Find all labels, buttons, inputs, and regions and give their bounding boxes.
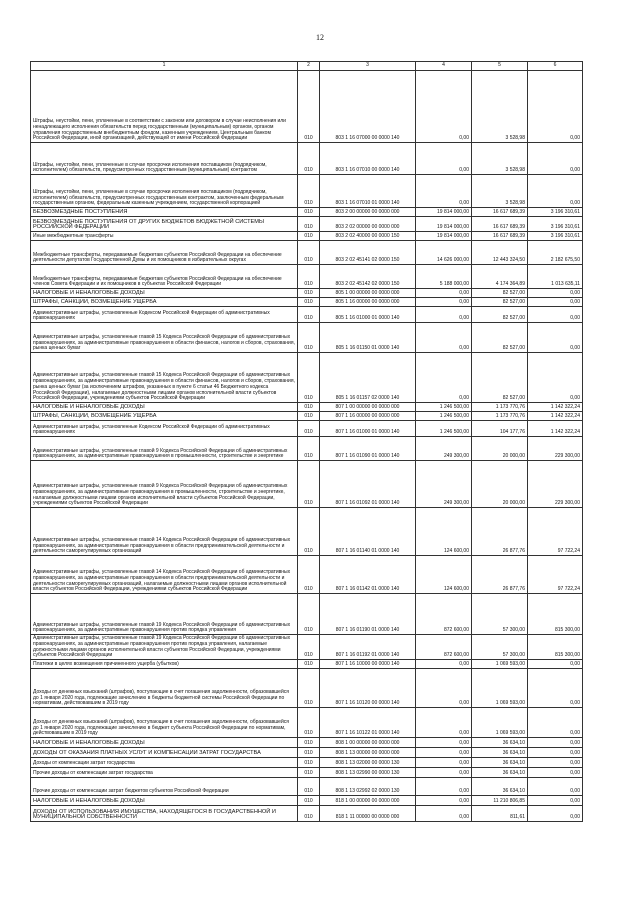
row-unexecuted-amount: 1 013 635,11	[528, 265, 583, 289]
row-line-code: 010	[298, 265, 320, 289]
row-description: БЕЗВОЗМЕЗДНЫЕ ПОСТУПЛЕНИЯ	[31, 208, 298, 217]
row-unexecuted-amount: 3 196 310,61	[528, 208, 583, 217]
row-description: НАЛОГОВЫЕ И НЕНАЛОГОВЫЕ ДОХОДЫ	[31, 403, 298, 412]
row-executed-amount: 36 634,10	[472, 748, 528, 758]
table-row	[31, 289, 583, 298]
row-unexecuted-amount: 0,00	[528, 307, 583, 323]
row-unexecuted-amount: 1 142 322,24	[528, 421, 583, 437]
table-row	[31, 778, 583, 796]
row-approved-amount: 0,00	[416, 806, 472, 822]
row-executed-amount: 16 617 689,39	[472, 232, 528, 241]
row-executed-amount: 12 443 324,50	[472, 241, 528, 265]
row-description: Межбюджетные трансферты, передаваемые бюджетам субъектов Российской Федерации на обеспечение деятельности депутатов Государственной Думы и их помощников в избирательных округах	[31, 241, 298, 265]
row-approved-amount: 0,00	[416, 298, 472, 307]
row-budget-code: 803 2 02 40000 00 0000 150	[320, 232, 416, 241]
row-budget-code: 808 1 00 00000 00 0000 000	[320, 738, 416, 748]
table-row	[31, 708, 583, 738]
row-line-code: 010	[298, 232, 320, 241]
header-cell: 1	[31, 62, 298, 71]
row-executed-amount: 4 174 364,89	[472, 265, 528, 289]
row-approved-amount: 249 300,00	[416, 461, 472, 508]
row-approved-amount: 1 246 500,00	[416, 412, 472, 421]
row-budget-code: 808 1 13 02990 00 0000 130	[320, 768, 416, 778]
row-line-code: 010	[298, 660, 320, 669]
row-description: Доходы от денежных взысканий (штрафов), поступающие в счет погашения задолженности, образовавшейся до 1 января 2020 года, подлежащие зачислению в бюджет субъекта Российской Федерации по нормативам, действовавшим в 2019 году	[31, 708, 298, 738]
row-line-code: 010	[298, 806, 320, 822]
row-line-code: 010	[298, 143, 320, 175]
row-description: Штрафы, неустойки, пени, уплаченные в случае просрочки исполнения поставщиком (подрядчиком, исполнителем) обязательств, предусмотренных государственным контрактом, заключенным федеральным государственным органом, федеральным казенным учреждением, государственной корпорацией	[31, 175, 298, 208]
row-line-code: 010	[298, 241, 320, 265]
row-budget-code: 805 1 16 01000 01 0000 140	[320, 307, 416, 323]
row-line-code: 010	[298, 403, 320, 412]
table-row	[31, 323, 583, 353]
row-description: Административные штрафы, установленные главой 9 Кодекса Российской Федерации об административных правонарушениях, за административные правонарушения в промышленности, строительстве и энергетике, налагаемые должностными лицами органов исполнительной власти субъектов Российской Федерации, учреждениями субъектов Российской Федерации	[31, 461, 298, 508]
row-approved-amount: 249 300,00	[416, 437, 472, 461]
row-line-code: 010	[298, 421, 320, 437]
page-number: 12	[316, 33, 324, 42]
row-approved-amount: 0,00	[416, 175, 472, 208]
row-description: Административные штрафы, установленные Кодексом Российской Федерации об административных правонарушениях	[31, 307, 298, 323]
row-executed-amount: 1 069 593,00	[472, 708, 528, 738]
row-executed-amount: 16 617 689,39	[472, 208, 528, 217]
row-unexecuted-amount: 0,00	[528, 323, 583, 353]
row-budget-code: 808 1 13 00000 00 0000 000	[320, 748, 416, 758]
table-row	[31, 412, 583, 421]
row-approved-amount: 0,00	[416, 669, 472, 708]
row-executed-amount: 11 210 806,85	[472, 796, 528, 806]
row-approved-amount: 124 600,00	[416, 508, 472, 556]
row-unexecuted-amount: 0,00	[528, 669, 583, 708]
row-description: ДОХОДЫ ОТ ОКАЗАНИЯ ПЛАТНЫХ УСЛУГ И КОМПЕНСАЦИИ ЗАТРАТ ГОСУДАРСТВА	[31, 748, 298, 758]
row-line-code: 010	[298, 669, 320, 708]
row-budget-code: 805 1 00 00000 00 0000 000	[320, 289, 416, 298]
row-budget-code: 807 1 16 01142 01 0000 140	[320, 556, 416, 594]
row-unexecuted-amount: 97 722,24	[528, 508, 583, 556]
row-line-code: 010	[298, 594, 320, 635]
row-description: Административные штрафы, установленные главой 19 Кодекса Российской Федерации об административных правонарушениях, за административные правонарушения против порядка управления	[31, 594, 298, 635]
table-row	[31, 265, 583, 289]
row-approved-amount: 0,00	[416, 796, 472, 806]
row-unexecuted-amount: 0,00	[528, 768, 583, 778]
row-approved-amount: 0,00	[416, 738, 472, 748]
row-approved-amount: 0,00	[416, 323, 472, 353]
row-executed-amount: 3 528,98	[472, 143, 528, 175]
revenue-table	[30, 61, 583, 822]
header-cell: 6	[528, 62, 583, 71]
header-cell: 5	[472, 62, 528, 71]
row-executed-amount: 36 634,10	[472, 768, 528, 778]
row-executed-amount: 3 528,98	[472, 175, 528, 208]
row-description: Иные межбюджетные трансферты	[31, 232, 298, 241]
table-row	[31, 748, 583, 758]
row-approved-amount: 0,00	[416, 708, 472, 738]
row-executed-amount: 1 173 770,76	[472, 403, 528, 412]
row-budget-code: 808 1 13 02992 02 0000 130	[320, 778, 416, 796]
row-description: Административные штрафы, установленные главой 9 Кодекса Российской Федерации об административных правонарушениях, за административные правонарушения в промышленности, строительстве и энергетике	[31, 437, 298, 461]
row-budget-code: 807 1 16 01000 01 0000 140	[320, 421, 416, 437]
row-executed-amount: 3 528,98	[472, 71, 528, 143]
table-row	[31, 143, 583, 175]
header-cell: 2	[298, 62, 320, 71]
table-row	[31, 556, 583, 594]
row-unexecuted-amount: 0,00	[528, 289, 583, 298]
row-line-code: 010	[298, 298, 320, 307]
row-line-code: 010	[298, 217, 320, 232]
row-line-code: 010	[298, 758, 320, 768]
row-approved-amount: 1 246 500,00	[416, 403, 472, 412]
row-unexecuted-amount: 0,00	[528, 748, 583, 758]
row-description: Административные штрафы, установленные главой 14 Кодекса Российской Федерации об административных правонарушениях, за административные правонарушения в области предпринимательской деятельности и деятельности саморегулируемых организаций, налагаемые должностными лицами органов исполнительной власти субъектов Российской Федерации, учреждениями субъектов Российской Федерации	[31, 556, 298, 594]
row-approved-amount: 0,00	[416, 660, 472, 669]
row-budget-code: 807 1 16 00000 00 0000 000	[320, 412, 416, 421]
row-executed-amount: 20 000,00	[472, 461, 528, 508]
row-approved-amount: 0,00	[416, 778, 472, 796]
row-executed-amount: 36 634,10	[472, 738, 528, 748]
row-line-code: 010	[298, 208, 320, 217]
table-row	[31, 208, 583, 217]
row-approved-amount: 0,00	[416, 768, 472, 778]
row-line-code: 010	[298, 323, 320, 353]
row-unexecuted-amount: 0,00	[528, 758, 583, 768]
row-budget-code: 807 1 16 01190 01 0000 140	[320, 594, 416, 635]
row-executed-amount: 104 177,76	[472, 421, 528, 437]
row-description: Штрафы, неустойки, пени, уплаченные в соответствии с законом или договором в случае неисполнения или ненадлежащего исполнения обязательств перед государственным (муниципальным) органом, органом управления государственным внебюджетным фондом, казенным учреждением, Центральным банком Российской Федерации, иной организацией, действующей от имени Российской Федерации	[31, 71, 298, 143]
row-unexecuted-amount: 815 300,00	[528, 594, 583, 635]
table-row	[31, 353, 583, 403]
row-budget-code: 807 1 16 10122 01 0000 140	[320, 708, 416, 738]
row-unexecuted-amount: 0,00	[528, 738, 583, 748]
row-line-code: 010	[298, 71, 320, 143]
row-budget-code: 803 2 02 45142 02 0000 150	[320, 265, 416, 289]
row-description: БЕЗВОЗМЕЗДНЫЕ ПОСТУПЛЕНИЯ ОТ ДРУГИХ БЮДЖЕТОВ БЮДЖЕТНОЙ СИСТЕМЫ РОССИЙСКОЙ ФЕДЕРАЦИИ	[31, 217, 298, 232]
table-row	[31, 307, 583, 323]
row-budget-code: 807 1 16 10120 00 0000 140	[320, 669, 416, 708]
row-description: ШТРАФЫ, САНКЦИИ, ВОЗМЕЩЕНИЕ УЩЕРБА	[31, 298, 298, 307]
row-line-code: 010	[298, 307, 320, 323]
row-description: Административные штрафы, установленные главой 15 Кодекса Российской Федерации об административных правонарушениях, за административные правонарушения в области финансов, налогов и сборов, страхования, рынка ценных бумаг	[31, 323, 298, 353]
row-approved-amount: 0,00	[416, 353, 472, 403]
table-row	[31, 796, 583, 806]
row-line-code: 010	[298, 556, 320, 594]
table-row	[31, 421, 583, 437]
row-budget-code: 803 2 02 00000 00 0000 000	[320, 217, 416, 232]
row-approved-amount: 872 600,00	[416, 594, 472, 635]
row-unexecuted-amount: 0,00	[528, 298, 583, 307]
table-header-row	[31, 62, 583, 71]
row-executed-amount: 1 069 593,00	[472, 660, 528, 669]
table-row	[31, 461, 583, 508]
row-description: Административные штрафы, установленные главой 15 Кодекса Российской Федерации об административных правонарушениях, за административные правонарушения в области финансов, налогов и сборов, страхования, рынка ценных бумаг (за исключением штрафов, указанных в пункте 6 статьи 46 Бюджетного кодекса Российской Федерации), налагаемые должностными лицами органов исполнительной власти субъектов Российской Федерации, учреждениями субъектов Российской Федерации	[31, 353, 298, 403]
row-budget-code: 803 2 02 45141 02 0000 150	[320, 241, 416, 265]
row-executed-amount: 16 617 689,39	[472, 217, 528, 232]
table-row	[31, 738, 583, 748]
header-cell: 3	[320, 62, 416, 71]
row-unexecuted-amount: 815 300,00	[528, 635, 583, 660]
row-unexecuted-amount: 229 300,00	[528, 461, 583, 508]
row-executed-amount: 36 634,10	[472, 758, 528, 768]
table-row	[31, 806, 583, 822]
row-unexecuted-amount: 0,00	[528, 778, 583, 796]
table-row	[31, 298, 583, 307]
row-line-code: 010	[298, 437, 320, 461]
row-budget-code: 807 1 16 10000 00 0000 140	[320, 660, 416, 669]
row-line-code: 010	[298, 708, 320, 738]
table-row	[31, 768, 583, 778]
row-description: Межбюджетные трансферты, передаваемые бюджетам субъектов Российской Федерации на обеспечение членов Совета Федерации и их помощников в субъектах Российской Федерации	[31, 265, 298, 289]
row-budget-code: 807 1 16 01192 01 0000 140	[320, 635, 416, 660]
row-budget-code: 807 1 16 01090 01 0000 140	[320, 437, 416, 461]
row-unexecuted-amount: 3 196 310,61	[528, 217, 583, 232]
row-line-code: 010	[298, 635, 320, 660]
row-budget-code: 803 1 16 07000 00 0000 140	[320, 71, 416, 143]
row-budget-code: 803 1 16 07010 01 0000 140	[320, 175, 416, 208]
row-line-code: 010	[298, 796, 320, 806]
row-executed-amount: 1 069 593,00	[472, 669, 528, 708]
table-row	[31, 403, 583, 412]
row-description: Прочие доходы от компенсации затрат бюджетов субъектов Российской Федерации	[31, 778, 298, 796]
row-budget-code: 807 1 16 01140 01 0000 140	[320, 508, 416, 556]
row-description: ДОХОДЫ ОТ ИСПОЛЬЗОВАНИЯ ИМУЩЕСТВА, НАХОДЯЩЕГОСЯ В ГОСУДАРСТВЕННОЙ И МУНИЦИПАЛЬНОЙ СОБСТВЕННОСТИ	[31, 806, 298, 822]
row-budget-code: 803 1 16 07010 00 0000 140	[320, 143, 416, 175]
row-executed-amount: 26 877,76	[472, 508, 528, 556]
row-budget-code: 807 1 00 00000 00 0000 000	[320, 403, 416, 412]
row-line-code: 010	[298, 748, 320, 758]
row-unexecuted-amount: 229 300,00	[528, 437, 583, 461]
row-budget-code: 803 2 00 00000 00 0000 000	[320, 208, 416, 217]
row-description: НАЛОГОВЫЕ И НЕНАЛОГОВЫЕ ДОХОДЫ	[31, 289, 298, 298]
row-line-code: 010	[298, 508, 320, 556]
row-budget-code: 818 1 00 00000 00 0000 000	[320, 796, 416, 806]
table-row	[31, 71, 583, 143]
row-executed-amount: 57 300,00	[472, 635, 528, 660]
row-executed-amount: 82 527,00	[472, 353, 528, 403]
row-unexecuted-amount: 0,00	[528, 175, 583, 208]
row-line-code: 010	[298, 778, 320, 796]
table-row	[31, 217, 583, 232]
row-approved-amount: 5 188 000,00	[416, 265, 472, 289]
table-row	[31, 594, 583, 635]
row-unexecuted-amount: 0,00	[528, 143, 583, 175]
row-approved-amount: 19 814 000,00	[416, 208, 472, 217]
row-line-code: 010	[298, 738, 320, 748]
table-row	[31, 437, 583, 461]
row-description: НАЛОГОВЫЕ И НЕНАЛОГОВЫЕ ДОХОДЫ	[31, 738, 298, 748]
table-row	[31, 758, 583, 768]
row-description: Прочие доходы от компенсации затрат государства	[31, 768, 298, 778]
row-executed-amount: 57 300,00	[472, 594, 528, 635]
row-description: НАЛОГОВЫЕ И НЕНАЛОГОВЫЕ ДОХОДЫ	[31, 796, 298, 806]
row-unexecuted-amount: 1 142 322,24	[528, 403, 583, 412]
row-approved-amount: 0,00	[416, 748, 472, 758]
row-budget-code: 818 1 11 00000 00 0000 000	[320, 806, 416, 822]
row-line-code: 010	[298, 412, 320, 421]
row-unexecuted-amount: 97 722,24	[528, 556, 583, 594]
table-row	[31, 635, 583, 660]
table-row	[31, 669, 583, 708]
row-description: Административные штрафы, установленные главой 19 Кодекса Российской Федерации об административных правонарушениях, за административные правонарушения против порядка управления, налагаемые должностными лицами органов исполнительной власти субъектов Российской Федерации, учреждениями субъектов Российской Федерации	[31, 635, 298, 660]
row-executed-amount: 82 527,00	[472, 307, 528, 323]
row-approved-amount: 124 600,00	[416, 556, 472, 594]
row-description: Административные штрафы, установленные Кодексом Российской Федерации об административных правонарушениях	[31, 421, 298, 437]
header-cell: 4	[416, 62, 472, 71]
row-executed-amount: 82 527,00	[472, 323, 528, 353]
row-line-code: 010	[298, 768, 320, 778]
table-row	[31, 232, 583, 241]
row-approved-amount: 14 626 000,00	[416, 241, 472, 265]
table-row	[31, 508, 583, 556]
row-approved-amount: 1 246 500,00	[416, 421, 472, 437]
row-unexecuted-amount: 2 182 675,50	[528, 241, 583, 265]
table-row	[31, 175, 583, 208]
row-executed-amount: 1 173 770,76	[472, 412, 528, 421]
row-executed-amount: 36 634,10	[472, 778, 528, 796]
row-unexecuted-amount: 0,00	[528, 660, 583, 669]
row-approved-amount: 19 814 000,00	[416, 232, 472, 241]
row-executed-amount: 26 877,76	[472, 556, 528, 594]
row-budget-code: 805 1 16 01157 02 0000 140	[320, 353, 416, 403]
row-executed-amount: 20 000,00	[472, 437, 528, 461]
row-approved-amount: 0,00	[416, 758, 472, 768]
table-row	[31, 241, 583, 265]
row-description: Административные штрафы, установленные главой 14 Кодекса Российской Федерации об административных правонарушениях, за административные правонарушения в области предпринимательской деятельности и деятельности саморегулируемых организаций	[31, 508, 298, 556]
row-description: Доходы от денежных взысканий (штрафов), поступающие в счет погашения задолженности, образовавшейся до 1 января 2020 года, подлежащие зачислению в бюджеты бюджетной системы Российской Федерации по нормативам, действовавшим в 2019 году	[31, 669, 298, 708]
row-approved-amount: 19 814 000,00	[416, 217, 472, 232]
row-line-code: 010	[298, 353, 320, 403]
row-approved-amount: 0,00	[416, 289, 472, 298]
row-unexecuted-amount: 0,00	[528, 708, 583, 738]
row-unexecuted-amount: 0,00	[528, 806, 583, 822]
row-description: ШТРАФЫ, САНКЦИИ, ВОЗМЕЩЕНИЕ УЩЕРБА	[31, 412, 298, 421]
row-budget-code: 807 1 16 01092 01 0000 140	[320, 461, 416, 508]
row-budget-code: 805 1 16 01150 01 0000 140	[320, 323, 416, 353]
row-budget-code: 808 1 13 02000 00 0000 130	[320, 758, 416, 768]
table-row	[31, 660, 583, 669]
row-unexecuted-amount: 0,00	[528, 796, 583, 806]
row-line-code: 010	[298, 289, 320, 298]
row-line-code: 010	[298, 461, 320, 508]
row-executed-amount: 82 527,00	[472, 298, 528, 307]
row-unexecuted-amount: 0,00	[528, 71, 583, 143]
row-approved-amount: 0,00	[416, 143, 472, 175]
row-line-code: 010	[298, 175, 320, 208]
row-executed-amount: 811,61	[472, 806, 528, 822]
row-approved-amount: 872 600,00	[416, 635, 472, 660]
row-description: Платежи в целях возмещения причиненного ущерба (убытков)	[31, 660, 298, 669]
row-unexecuted-amount: 3 196 310,61	[528, 232, 583, 241]
row-unexecuted-amount: 1 142 322,24	[528, 412, 583, 421]
row-description: Штрафы, неустойки, пени, уплаченные в случае просрочки исполнения поставщиком (подрядчиком, исполнителем) обязательств, предусмотренных государственным (муниципальным) контрактом	[31, 143, 298, 175]
row-approved-amount: 0,00	[416, 307, 472, 323]
row-unexecuted-amount: 0,00	[528, 353, 583, 403]
row-description: Доходы от компенсации затрат государства	[31, 758, 298, 768]
row-approved-amount: 0,00	[416, 71, 472, 143]
row-budget-code: 805 1 16 00000 00 0000 000	[320, 298, 416, 307]
row-executed-amount: 82 527,00	[472, 289, 528, 298]
